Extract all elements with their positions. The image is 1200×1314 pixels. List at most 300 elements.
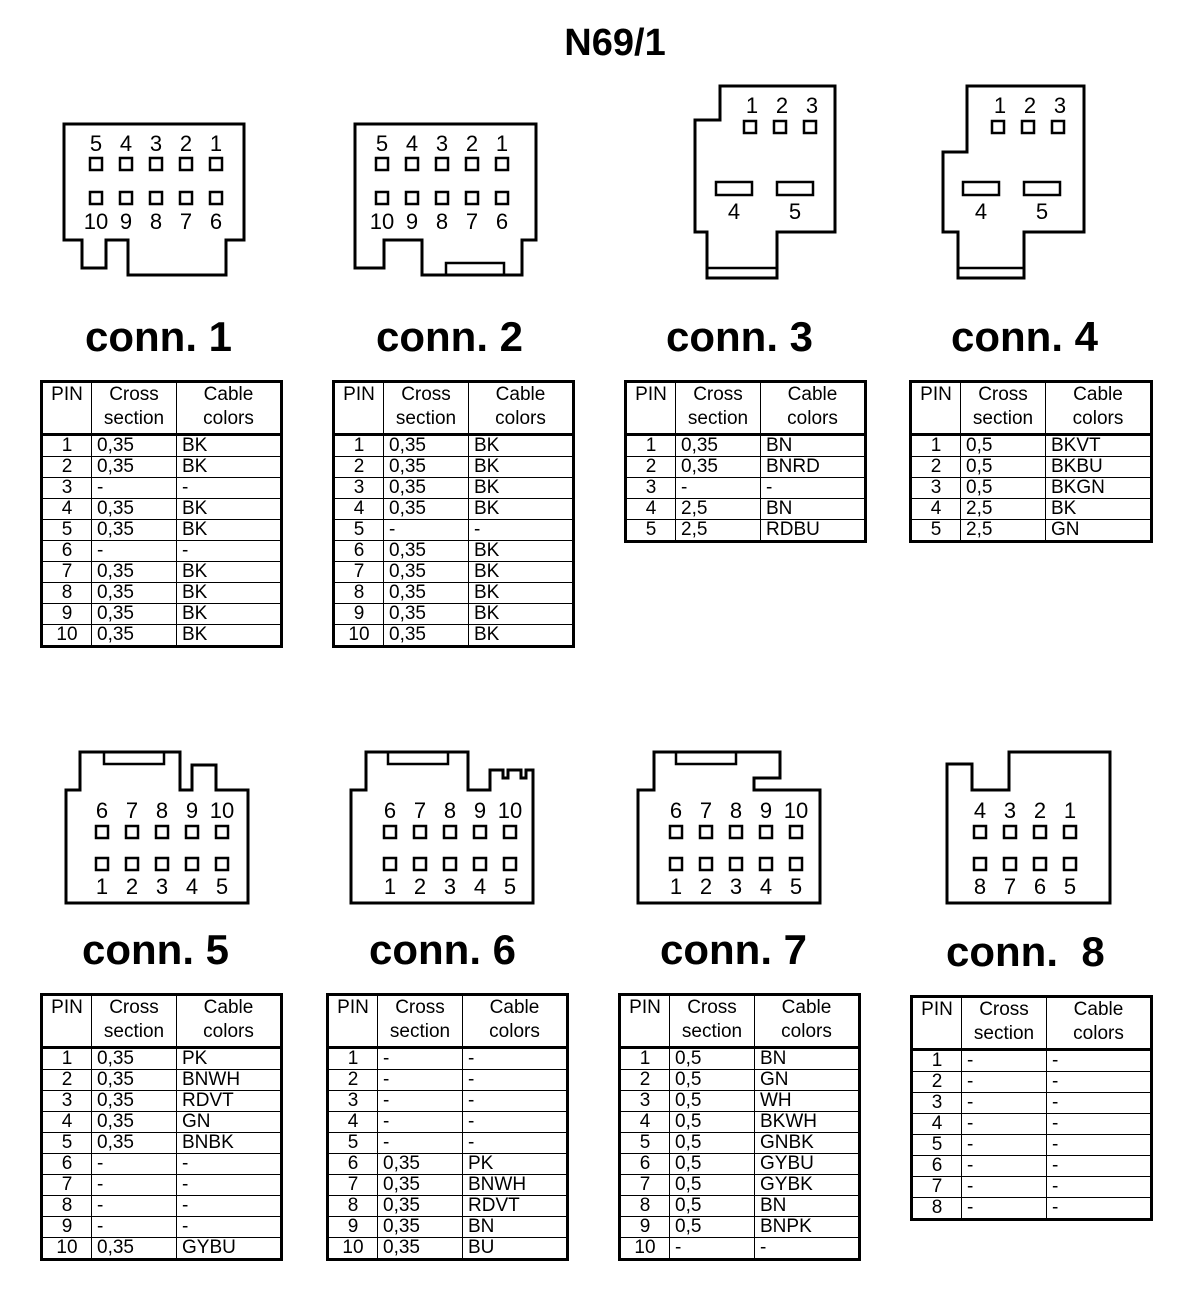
- pin-number-cell: 9: [620, 1217, 670, 1238]
- cable-color-cell: BK: [469, 604, 574, 625]
- pin-number: 9: [119, 209, 133, 234]
- cable-color-cell: GN: [1046, 520, 1152, 542]
- cable-color-cell: GYBK: [755, 1175, 860, 1196]
- pin-number-cell: 3: [620, 1091, 670, 1112]
- header-cable-colors: Cable colors: [177, 995, 282, 1048]
- pin-number: 4: [473, 874, 487, 899]
- pin-number: 3: [149, 131, 163, 156]
- cross-section-cell: 0,5: [670, 1070, 755, 1091]
- cross-section-cell: 0,5: [670, 1196, 755, 1217]
- pin-number: 9: [185, 798, 199, 823]
- pin-number: 1: [993, 93, 1007, 118]
- pin-number: 2: [775, 93, 789, 118]
- header-cable-colors: Cable colors: [177, 382, 282, 435]
- pin-number-cell: 7: [620, 1175, 670, 1196]
- connector-8-pin-cavities: [974, 826, 1076, 870]
- cross-section-cell: 0,35: [384, 541, 469, 562]
- cross-section-cell: -: [962, 1135, 1047, 1156]
- cable-color-cell: BK: [469, 499, 574, 520]
- cable-color-cell: -: [1047, 1177, 1152, 1198]
- pin-number: 7: [465, 209, 479, 234]
- cable-color-cell: BN: [755, 1048, 860, 1070]
- cable-color-cell: RDVT: [177, 1091, 282, 1112]
- header-cross-section: Cross section: [670, 995, 755, 1048]
- pin-number-cell: 10: [328, 1238, 378, 1260]
- pin-number-cell: 7: [328, 1175, 378, 1196]
- cable-color-cell: -: [463, 1133, 568, 1154]
- pin-number-cell: 10: [334, 625, 384, 647]
- cable-color-cell: GYBU: [177, 1238, 282, 1260]
- table-row: [912, 1198, 1152, 1220]
- pin-number: 4: [974, 199, 988, 224]
- connector-8-pin-numbers: [974, 798, 1076, 899]
- pin-number-cell: 8: [334, 583, 384, 604]
- cable-color-cell: -: [755, 1238, 860, 1260]
- pin-number: 4: [973, 798, 987, 823]
- cross-section-cell: 0,5: [670, 1048, 755, 1070]
- cross-section-cell: -: [676, 478, 761, 499]
- pin-number-cell: 2: [334, 457, 384, 478]
- pin-number-cell: 5: [328, 1133, 378, 1154]
- cable-color-cell: BKWH: [755, 1112, 860, 1133]
- pin-number-cell: 8: [328, 1196, 378, 1217]
- pin-number-cell: 5: [911, 520, 961, 542]
- pin-number: 8: [443, 798, 457, 823]
- pin-number: 4: [759, 874, 773, 899]
- cable-color-cell: BK: [177, 435, 282, 457]
- cross-section-cell: 0,5: [961, 457, 1046, 478]
- cable-color-cell: -: [1047, 1135, 1152, 1156]
- cross-section-cell: 0,35: [378, 1196, 463, 1217]
- pin-number-cell: 6: [620, 1154, 670, 1175]
- pin-number-cell: 1: [626, 435, 676, 457]
- cross-section-cell: -: [378, 1133, 463, 1154]
- cable-color-cell: GYBU: [755, 1154, 860, 1175]
- connector-8-title: conn. 8: [946, 928, 1105, 975]
- pin-number-cell: 1: [42, 1048, 92, 1070]
- cross-section-cell: 0,35: [92, 583, 177, 604]
- pin-number: 5: [375, 131, 389, 156]
- pin-number: 10: [783, 798, 809, 823]
- pin-number-cell: 1: [912, 1050, 962, 1072]
- table-row: [912, 1156, 1152, 1177]
- cross-section-cell: 0,35: [384, 435, 469, 457]
- pin-number-cell: 6: [328, 1154, 378, 1175]
- cross-section-cell: 0,35: [378, 1154, 463, 1175]
- pin-number: 10: [497, 798, 523, 823]
- connector-8-housing: [947, 752, 1110, 903]
- pin-number: 1: [495, 131, 509, 156]
- connector-8-pin-table: [910, 995, 1153, 1221]
- table-row: [912, 1050, 1152, 1072]
- header-cable-colors: Cable colors: [761, 382, 866, 435]
- pin-number: 5: [1063, 874, 1077, 899]
- pin-number-cell: 6: [912, 1156, 962, 1177]
- cable-color-cell: GNBK: [755, 1133, 860, 1154]
- page-title: N69/1: [564, 22, 666, 64]
- cable-color-cell: -: [1047, 1198, 1152, 1220]
- header-cross-section: Cross section: [92, 382, 177, 435]
- pin-number: 6: [209, 209, 223, 234]
- cross-section-cell: 0,35: [384, 583, 469, 604]
- cross-section-cell: -: [378, 1112, 463, 1133]
- cable-color-cell: -: [177, 1217, 282, 1238]
- pin-number: 5: [89, 131, 103, 156]
- cable-color-cell: -: [463, 1070, 568, 1091]
- pin-number: 7: [179, 209, 193, 234]
- header-cross-section: Cross section: [92, 995, 177, 1048]
- pin-number: 8: [149, 209, 163, 234]
- pin-number-cell: 3: [328, 1091, 378, 1112]
- cross-section-cell: 0,35: [378, 1238, 463, 1260]
- cable-color-cell: -: [463, 1048, 568, 1070]
- header-pin: PIN: [912, 997, 962, 1050]
- pin-number-cell: 1: [42, 435, 92, 457]
- pin-number: 6: [495, 209, 509, 234]
- cross-section-cell: 0,5: [961, 478, 1046, 499]
- cross-section-cell: -: [962, 1156, 1047, 1177]
- pin-number-cell: 5: [42, 1133, 92, 1154]
- cable-color-cell: -: [1047, 1093, 1152, 1114]
- pin-number: 9: [759, 798, 773, 823]
- pin-number-cell: 3: [42, 1091, 92, 1112]
- cable-color-cell: BN: [463, 1217, 568, 1238]
- pin-number: 4: [185, 874, 199, 899]
- cable-color-cell: -: [469, 520, 574, 541]
- pin-number: 7: [125, 798, 139, 823]
- header-cable-colors: Cable colors: [1046, 382, 1152, 435]
- pin-number: 10: [83, 209, 109, 234]
- cross-section-cell: 0,35: [92, 1070, 177, 1091]
- cable-color-cell: BKVT: [1046, 435, 1152, 457]
- cross-section-cell: 0,35: [384, 457, 469, 478]
- cable-color-cell: PK: [463, 1154, 568, 1175]
- header-cable-colors: Cable colors: [755, 995, 860, 1048]
- pin-number: 1: [95, 874, 109, 899]
- connector-5-title: conn. 5: [82, 926, 230, 973]
- cable-color-cell: BK: [177, 520, 282, 541]
- cross-section-cell: 0,35: [92, 1238, 177, 1260]
- cross-section-cell: 0,35: [92, 1091, 177, 1112]
- cross-section-cell: 0,35: [92, 499, 177, 520]
- cable-color-cell: BK: [469, 625, 574, 647]
- cable-color-cell: BK: [177, 562, 282, 583]
- cross-section-cell: 2,5: [961, 499, 1046, 520]
- pin-number-cell: 5: [620, 1133, 670, 1154]
- pin-number: 3: [805, 93, 819, 118]
- pin-number-cell: 3: [42, 478, 92, 499]
- table-row: [912, 1093, 1152, 1114]
- cross-section-cell: 0,35: [92, 435, 177, 457]
- header-cross-section: Cross section: [378, 995, 463, 1048]
- cross-section-cell: -: [962, 1114, 1047, 1135]
- pin-number: 2: [1033, 798, 1047, 823]
- cable-color-cell: -: [177, 1196, 282, 1217]
- cable-color-cell: PK: [177, 1048, 282, 1070]
- pin-number-cell: 10: [42, 625, 92, 647]
- pin-number: 2: [125, 874, 139, 899]
- cable-color-cell: BK: [177, 625, 282, 647]
- pin-number: 9: [405, 209, 419, 234]
- pin-number: 2: [699, 874, 713, 899]
- cross-section-cell: -: [962, 1072, 1047, 1093]
- pin-number: 5: [1035, 199, 1049, 224]
- header-pin: PIN: [911, 382, 961, 435]
- pin-number-cell: 1: [620, 1048, 670, 1070]
- cross-section-cell: 2,5: [676, 499, 761, 520]
- pin-number-cell: 8: [42, 583, 92, 604]
- cross-section-cell: 0,35: [92, 562, 177, 583]
- pin-number: 10: [209, 798, 235, 823]
- header-cable-colors: Cable colors: [463, 995, 568, 1048]
- cable-color-cell: BNBK: [177, 1133, 282, 1154]
- cross-section-cell: 0,35: [92, 457, 177, 478]
- cable-color-cell: BK: [469, 583, 574, 604]
- connector-6-title: conn. 6: [369, 926, 517, 973]
- pin-number-cell: 2: [42, 457, 92, 478]
- cable-color-cell: BN: [755, 1196, 860, 1217]
- cross-section-cell: -: [962, 1177, 1047, 1198]
- cable-color-cell: -: [1047, 1114, 1152, 1135]
- pin-number-cell: 7: [42, 1175, 92, 1196]
- pin-number-cell: 2: [328, 1070, 378, 1091]
- header-pin: PIN: [334, 382, 384, 435]
- pin-number-cell: 4: [911, 499, 961, 520]
- pin-number-cell: 3: [911, 478, 961, 499]
- cable-color-cell: BK: [177, 604, 282, 625]
- cross-section-cell: -: [92, 478, 177, 499]
- cross-section-cell: -: [92, 1217, 177, 1238]
- pin-number-cell: 8: [912, 1198, 962, 1220]
- pin-number-cell: 1: [334, 435, 384, 457]
- cable-color-cell: -: [177, 1175, 282, 1196]
- cable-color-cell: BK: [1046, 499, 1152, 520]
- pin-number-cell: 6: [42, 541, 92, 562]
- pin-number: 8: [729, 798, 743, 823]
- pin-number-cell: 5: [334, 520, 384, 541]
- cable-color-cell: BN: [761, 435, 866, 457]
- cable-color-cell: -: [463, 1112, 568, 1133]
- pin-number-cell: 4: [334, 499, 384, 520]
- pin-number-cell: 1: [328, 1048, 378, 1070]
- cross-section-cell: -: [962, 1093, 1047, 1114]
- pin-number-cell: 2: [912, 1072, 962, 1093]
- cross-section-cell: 0,35: [92, 604, 177, 625]
- pin-number: 5: [789, 874, 803, 899]
- pin-number: 1: [669, 874, 683, 899]
- header-pin: PIN: [620, 995, 670, 1048]
- pin-number-cell: 10: [620, 1238, 670, 1260]
- pin-number-cell: 3: [912, 1093, 962, 1114]
- header-pin: PIN: [328, 995, 378, 1048]
- cross-section-cell: 0,5: [670, 1175, 755, 1196]
- pin-number-cell: 4: [42, 499, 92, 520]
- header-cross-section: Cross section: [962, 997, 1047, 1050]
- header-pin: PIN: [626, 382, 676, 435]
- cross-section-cell: 2,5: [676, 520, 761, 542]
- header-cross-section: Cross section: [676, 382, 761, 435]
- cross-section-cell: -: [92, 1175, 177, 1196]
- cross-section-cell: 0,35: [676, 435, 761, 457]
- cable-color-cell: BKGN: [1046, 478, 1152, 499]
- pin-number-cell: 7: [42, 562, 92, 583]
- pin-number-cell: 10: [42, 1238, 92, 1260]
- pin-number: 4: [727, 199, 741, 224]
- header-cross-section: Cross section: [961, 382, 1046, 435]
- cable-color-cell: RDBU: [761, 520, 866, 542]
- cross-section-cell: 0,5: [670, 1217, 755, 1238]
- table-row: [912, 1135, 1152, 1156]
- cross-section-cell: -: [378, 1048, 463, 1070]
- cross-section-cell: 0,35: [384, 478, 469, 499]
- cable-color-cell: BNRD: [761, 457, 866, 478]
- pin-number: 6: [1033, 874, 1047, 899]
- pin-number: 2: [1023, 93, 1037, 118]
- pin-number-cell: 4: [912, 1114, 962, 1135]
- cable-color-cell: BK: [177, 457, 282, 478]
- connector-4-title: conn. 4: [951, 313, 1099, 360]
- cross-section-cell: 0,35: [92, 520, 177, 541]
- pin-number: 10: [369, 209, 395, 234]
- cable-color-cell: BK: [469, 435, 574, 457]
- connector-7-title: conn. 7: [660, 926, 808, 973]
- pin-number: 6: [383, 798, 397, 823]
- cross-section-cell: 0,35: [92, 1112, 177, 1133]
- pin-number: 9: [473, 798, 487, 823]
- pin-number-cell: 8: [42, 1196, 92, 1217]
- pin-number-cell: 5: [626, 520, 676, 542]
- cross-section-cell: -: [92, 541, 177, 562]
- cable-color-cell: GN: [177, 1112, 282, 1133]
- pin-number: 7: [699, 798, 713, 823]
- pin-number-cell: 9: [42, 604, 92, 625]
- pin-number: 7: [413, 798, 427, 823]
- cable-color-cell: -: [463, 1091, 568, 1112]
- cable-color-cell: BKBU: [1046, 457, 1152, 478]
- table-row: [912, 1072, 1152, 1093]
- cross-section-cell: -: [670, 1238, 755, 1260]
- cross-section-cell: -: [92, 1154, 177, 1175]
- header-cross-section: Cross section: [384, 382, 469, 435]
- pin-number: 2: [179, 131, 193, 156]
- pin-number: 1: [745, 93, 759, 118]
- cable-color-cell: BNWH: [177, 1070, 282, 1091]
- cable-color-cell: BU: [463, 1238, 568, 1260]
- pin-number: 6: [669, 798, 683, 823]
- pin-number-cell: 2: [42, 1070, 92, 1091]
- cross-section-cell: -: [962, 1198, 1047, 1220]
- pin-number-cell: 5: [912, 1135, 962, 1156]
- pin-number: 5: [215, 874, 229, 899]
- pin-number-cell: 9: [328, 1217, 378, 1238]
- pin-number: 8: [973, 874, 987, 899]
- cable-color-cell: BK: [177, 583, 282, 604]
- pin-number-cell: 9: [42, 1217, 92, 1238]
- cable-color-cell: -: [177, 1154, 282, 1175]
- pin-number: 3: [435, 131, 449, 156]
- pin-number-cell: 7: [334, 562, 384, 583]
- cable-color-cell: -: [1047, 1072, 1152, 1093]
- pin-number-cell: 4: [626, 499, 676, 520]
- cross-section-cell: 0,35: [384, 562, 469, 583]
- pin-number: 3: [729, 874, 743, 899]
- header-cable-colors: Cable colors: [1047, 997, 1152, 1050]
- cable-color-cell: BN: [761, 499, 866, 520]
- cable-color-cell: -: [177, 478, 282, 499]
- pin-number: 3: [155, 874, 169, 899]
- pin-number: 1: [209, 131, 223, 156]
- pin-number-cell: 2: [911, 457, 961, 478]
- header-pin: PIN: [42, 382, 92, 435]
- cable-color-cell: -: [1047, 1156, 1152, 1177]
- cross-section-cell: -: [384, 520, 469, 541]
- cable-color-cell: BK: [469, 562, 574, 583]
- cable-color-cell: -: [761, 478, 866, 499]
- pin-number: 5: [788, 199, 802, 224]
- pin-number: 3: [1053, 93, 1067, 118]
- cable-color-cell: -: [177, 541, 282, 562]
- pin-number: 3: [1003, 798, 1017, 823]
- pin-number-cell: 8: [620, 1196, 670, 1217]
- cable-color-cell: WH: [755, 1091, 860, 1112]
- pin-number: 2: [465, 131, 479, 156]
- pin-number: 8: [435, 209, 449, 234]
- cross-section-cell: 0,5: [670, 1133, 755, 1154]
- cross-section-cell: 0,35: [676, 457, 761, 478]
- pin-number: 2: [413, 874, 427, 899]
- connector-3-title: conn. 3: [666, 313, 814, 360]
- cross-section-cell: -: [962, 1050, 1047, 1072]
- cross-section-cell: -: [378, 1091, 463, 1112]
- cross-section-cell: 0,5: [670, 1112, 755, 1133]
- pin-number: 3: [443, 874, 457, 899]
- connector-2-title: conn. 2: [376, 313, 524, 360]
- table-row: [912, 1177, 1152, 1198]
- cross-section-cell: 0,5: [961, 435, 1046, 457]
- pin-number: 4: [119, 131, 133, 156]
- cross-section-cell: 0,35: [378, 1217, 463, 1238]
- cross-section-cell: -: [92, 1196, 177, 1217]
- pin-number-cell: 5: [42, 520, 92, 541]
- pin-number: 8: [155, 798, 169, 823]
- pin-number-cell: 4: [620, 1112, 670, 1133]
- cross-section-cell: 0,35: [92, 1133, 177, 1154]
- cross-section-cell: 2,5: [961, 520, 1046, 542]
- pin-number-cell: 7: [912, 1177, 962, 1198]
- pin-number: 7: [1003, 874, 1017, 899]
- pin-number-cell: 1: [911, 435, 961, 457]
- pin-number-cell: 2: [620, 1070, 670, 1091]
- connector-1-title: conn. 1: [85, 313, 233, 360]
- cable-color-cell: RDVT: [463, 1196, 568, 1217]
- pin-number-cell: 4: [328, 1112, 378, 1133]
- cross-section-cell: 0,35: [378, 1175, 463, 1196]
- pin-number: 5: [503, 874, 517, 899]
- cross-section-cell: 0,35: [92, 1048, 177, 1070]
- cable-color-cell: BNWH: [463, 1175, 568, 1196]
- cross-section-cell: 0,5: [670, 1091, 755, 1112]
- pin-number: 4: [405, 131, 419, 156]
- pin-number: 1: [1063, 798, 1077, 823]
- pin-number: 1: [383, 874, 397, 899]
- cable-color-cell: BK: [469, 478, 574, 499]
- cross-section-cell: 0,35: [384, 625, 469, 647]
- table-row: [912, 1114, 1152, 1135]
- header-pin: PIN: [42, 995, 92, 1048]
- pin-number-cell: 6: [42, 1154, 92, 1175]
- pin-number-cell: 9: [334, 604, 384, 625]
- cable-color-cell: -: [1047, 1050, 1152, 1072]
